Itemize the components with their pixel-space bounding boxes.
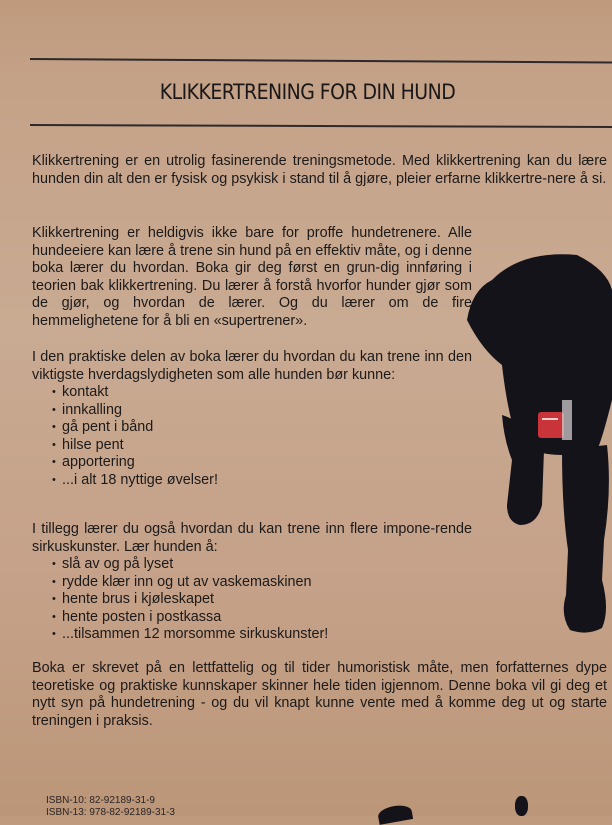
isbn-block (46, 795, 175, 819)
list-item: • innkalling (52, 402, 472, 420)
tag-icon (538, 412, 564, 438)
list-item: • kontakt (52, 384, 472, 402)
list-item: • gå pent i bånd (52, 419, 472, 437)
decorative-shape (515, 796, 528, 816)
top-divider (30, 58, 612, 64)
intro-paragraph: Klikkertrening er en utrolig fasinerende treningsmetode. Med klikkertrening kan du lære hunden din alt den er fysisk og psykisk i stand til å gjøre, pleier erfarne klikkertre-nere å si. (32, 153, 607, 187)
description-paragraph: Klikkertrening er heldigvis ikke bare for proffe hundetrenere. Alle hundeeiere kan lære å trene sin hund på en effektiv måte, og i denne boka lærer du hvordan. Boka gir deg først en grun-dig innføring i teorien bak klikkertrening. Du lærer å forstå hvorfor hunder gjør som de gjør, og hvordan de lærer. Og du lærer om de fire hemmelighetene for å bli en «supertrener». (32, 225, 472, 329)
obedience-section (32, 349, 472, 489)
dog-image (462, 250, 612, 640)
isbn-10: ISBN-10: 82-92189-31-9 (46, 795, 155, 806)
decorative-shape (377, 803, 413, 825)
book-title: KLIKKERTRENING FOR DIN HUND (159, 80, 456, 104)
list-item: • ...i alt 18 nyttige øvelser! (52, 472, 472, 490)
list-item: • slå av og på lyset (52, 556, 472, 574)
list-item: • hente brus i kjøleskapet (52, 591, 472, 609)
list-item: • hente posten i postkassa (52, 609, 472, 627)
obedience-intro: I den praktiske delen av boka lærer du hvordan du kan trene inn den viktigste hverdagslydigheten som alle hunden bør kunne: (32, 349, 472, 383)
list-item: • rydde klær inn og ut av vaskemaskinen (52, 574, 472, 592)
tricks-section (32, 521, 472, 644)
list-item: • hilse pent (52, 437, 472, 455)
black-dog-icon (462, 250, 612, 640)
list-item: • apportering (52, 454, 472, 472)
isbn-13: ISBN-13: 978-82-92189-31-3 (46, 807, 175, 818)
obedience-list (32, 384, 472, 489)
closing-paragraph: Boka er skrevet på en lettfattelig og til tider humoristisk måte, men forfatternes dype teoretiske og praktiske kunnskaper skinner hele tiden igjennom. Denne boka vil gi deg et nytt syn på hundetrening - og du vil knapt kunne vente med å komme deg ut og starte treningen i praksis. (32, 660, 607, 729)
tricks-intro: I tillegg lærer du også hvordan du kan trene inn flere impone-rende sirkuskunster. Lær hunden å: (32, 521, 472, 555)
bottom-divider (30, 124, 612, 128)
tricks-list (32, 556, 472, 644)
list-item: • ...tilsammen 12 morsomme sirkuskunster! (52, 626, 472, 644)
